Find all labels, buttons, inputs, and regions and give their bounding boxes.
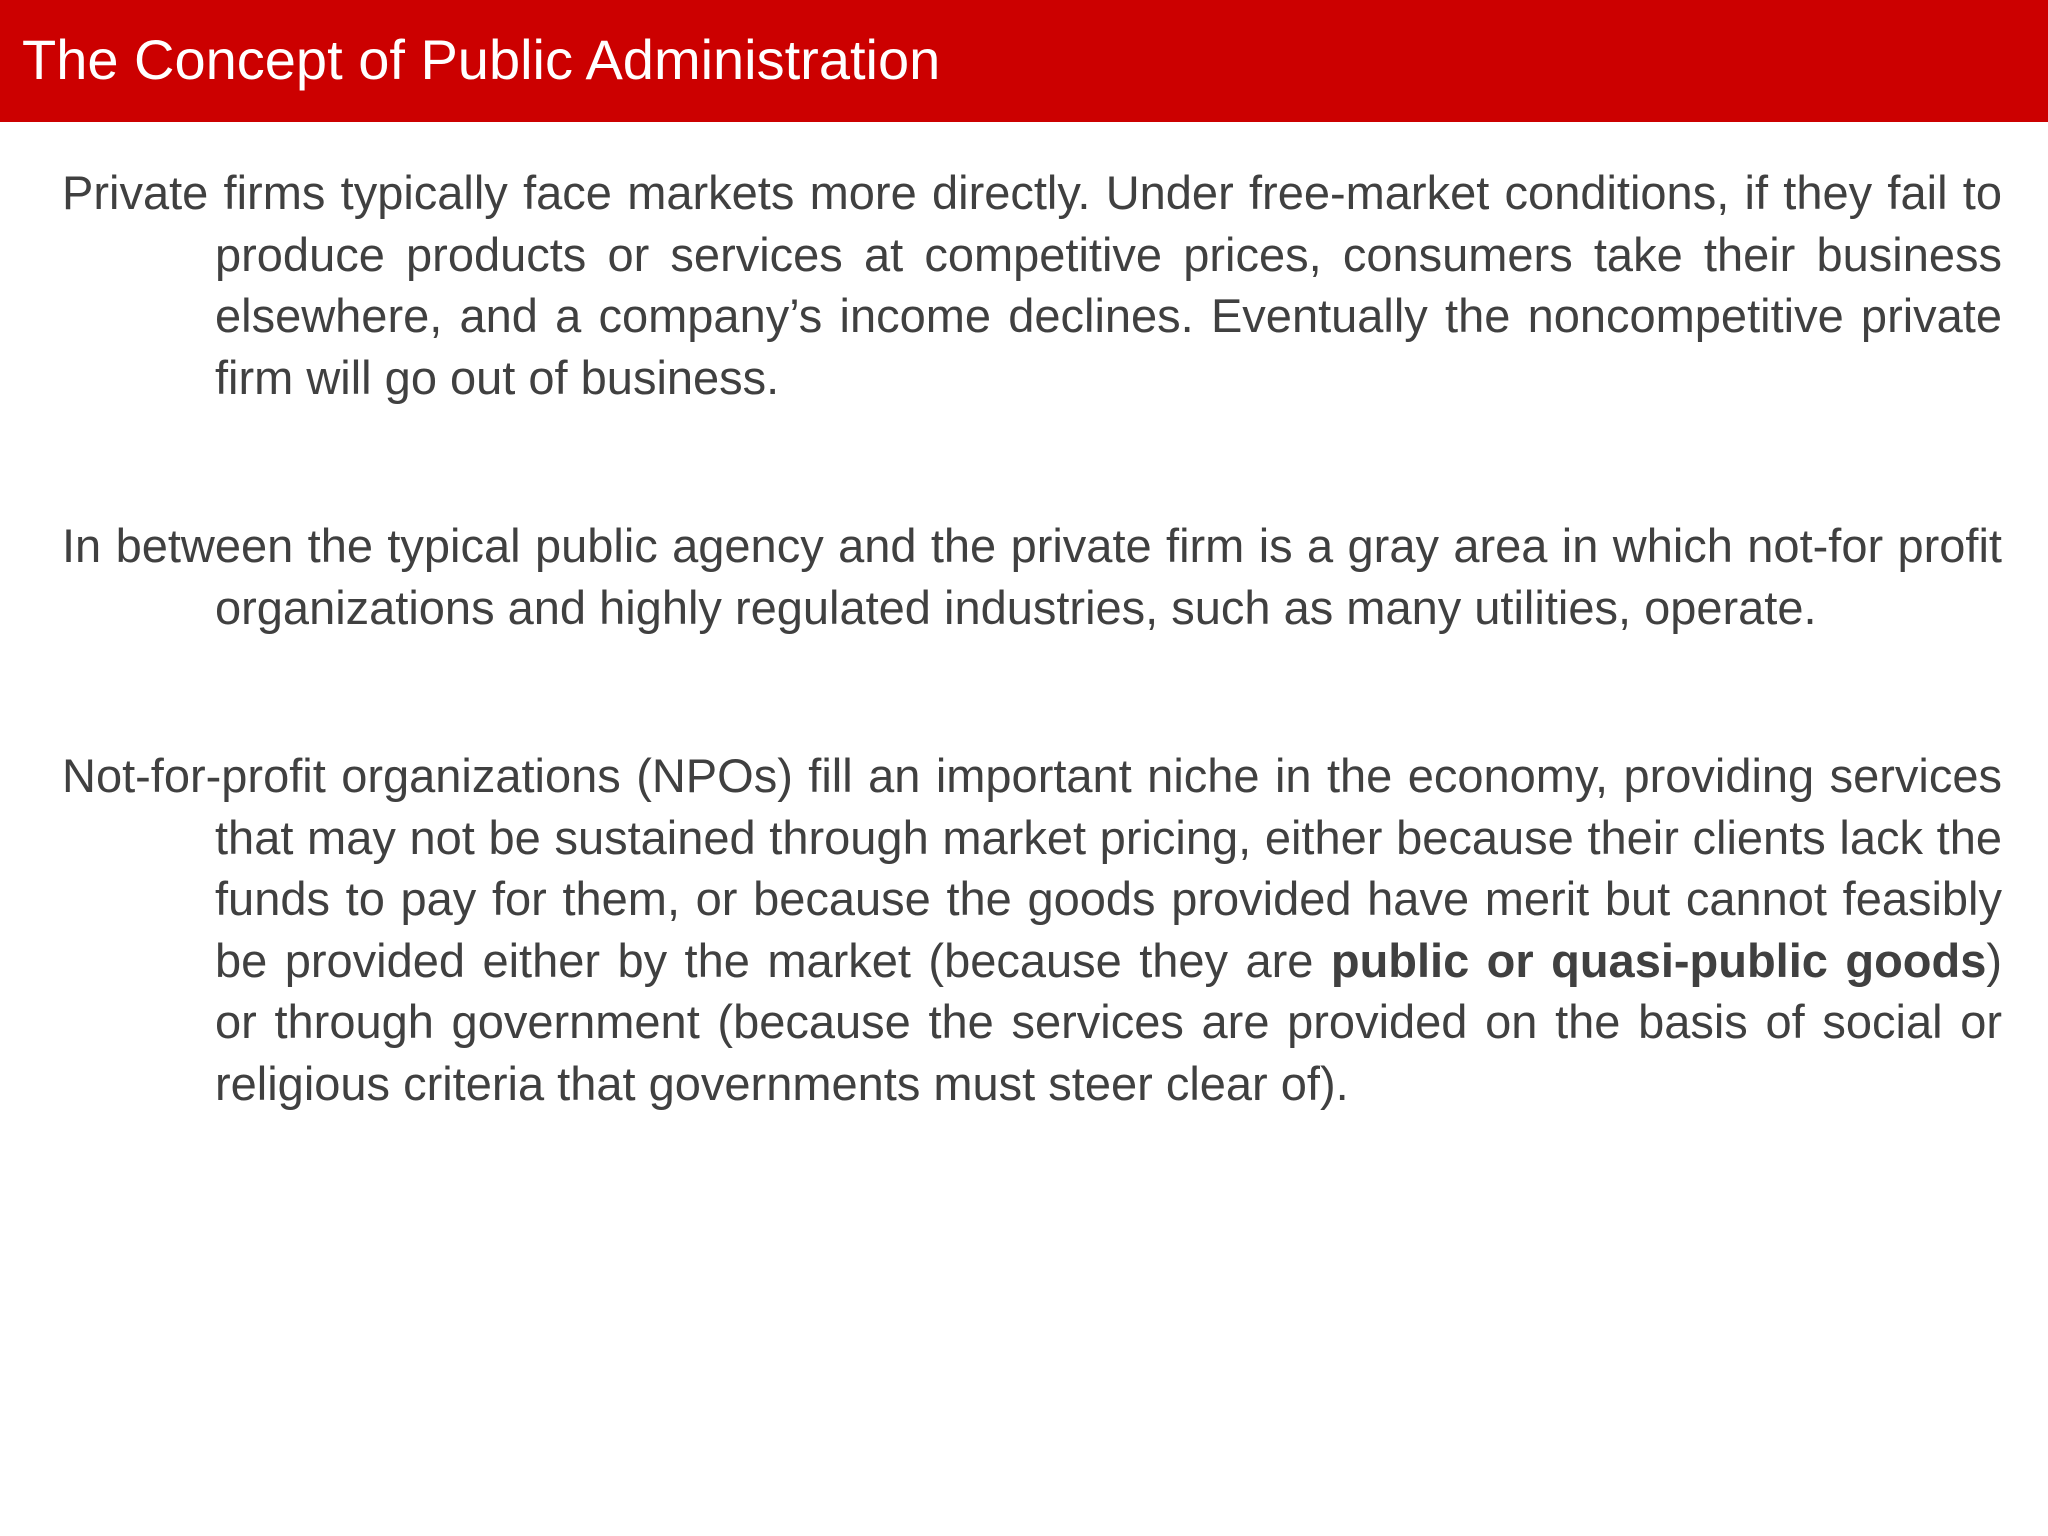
npo-bold-term: public or quasi-public goods	[1330, 933, 1987, 987]
title-bar	[0, 0, 2048, 122]
paragraph-npos	[62, 745, 2002, 1114]
slide-body	[62, 162, 2002, 1114]
npo-text-after: ) or through government (because the services are provided on the basis of social or religious criteria that governments must steer clear of).	[215, 933, 2002, 1110]
slide-title: The Concept of Public Administration	[22, 28, 941, 91]
npo-text-before: Not-for-profit organizations (NPOs) fill an important niche in the economy, providing services that may not be sustained through market pricing, either because their clients lack the funds to pay for them, or because the goods provided have merit but cannot feasibly be provided either by the market (because they are	[62, 749, 2002, 987]
paragraph-private-firms: Private firms typically face markets more directly. Under free-market conditions, if they fail to produce products or services at competitive prices, consumers take their business elsewhere, and a company’s income declines. Eventually the noncompetitive private firm will go out of business.	[62, 166, 2002, 404]
paragraph-gray-area: In between the typical public agency and the private firm is a gray area in which not-for profit organizations and highly regulated industries, such as many utilities, operate.	[62, 519, 2002, 634]
